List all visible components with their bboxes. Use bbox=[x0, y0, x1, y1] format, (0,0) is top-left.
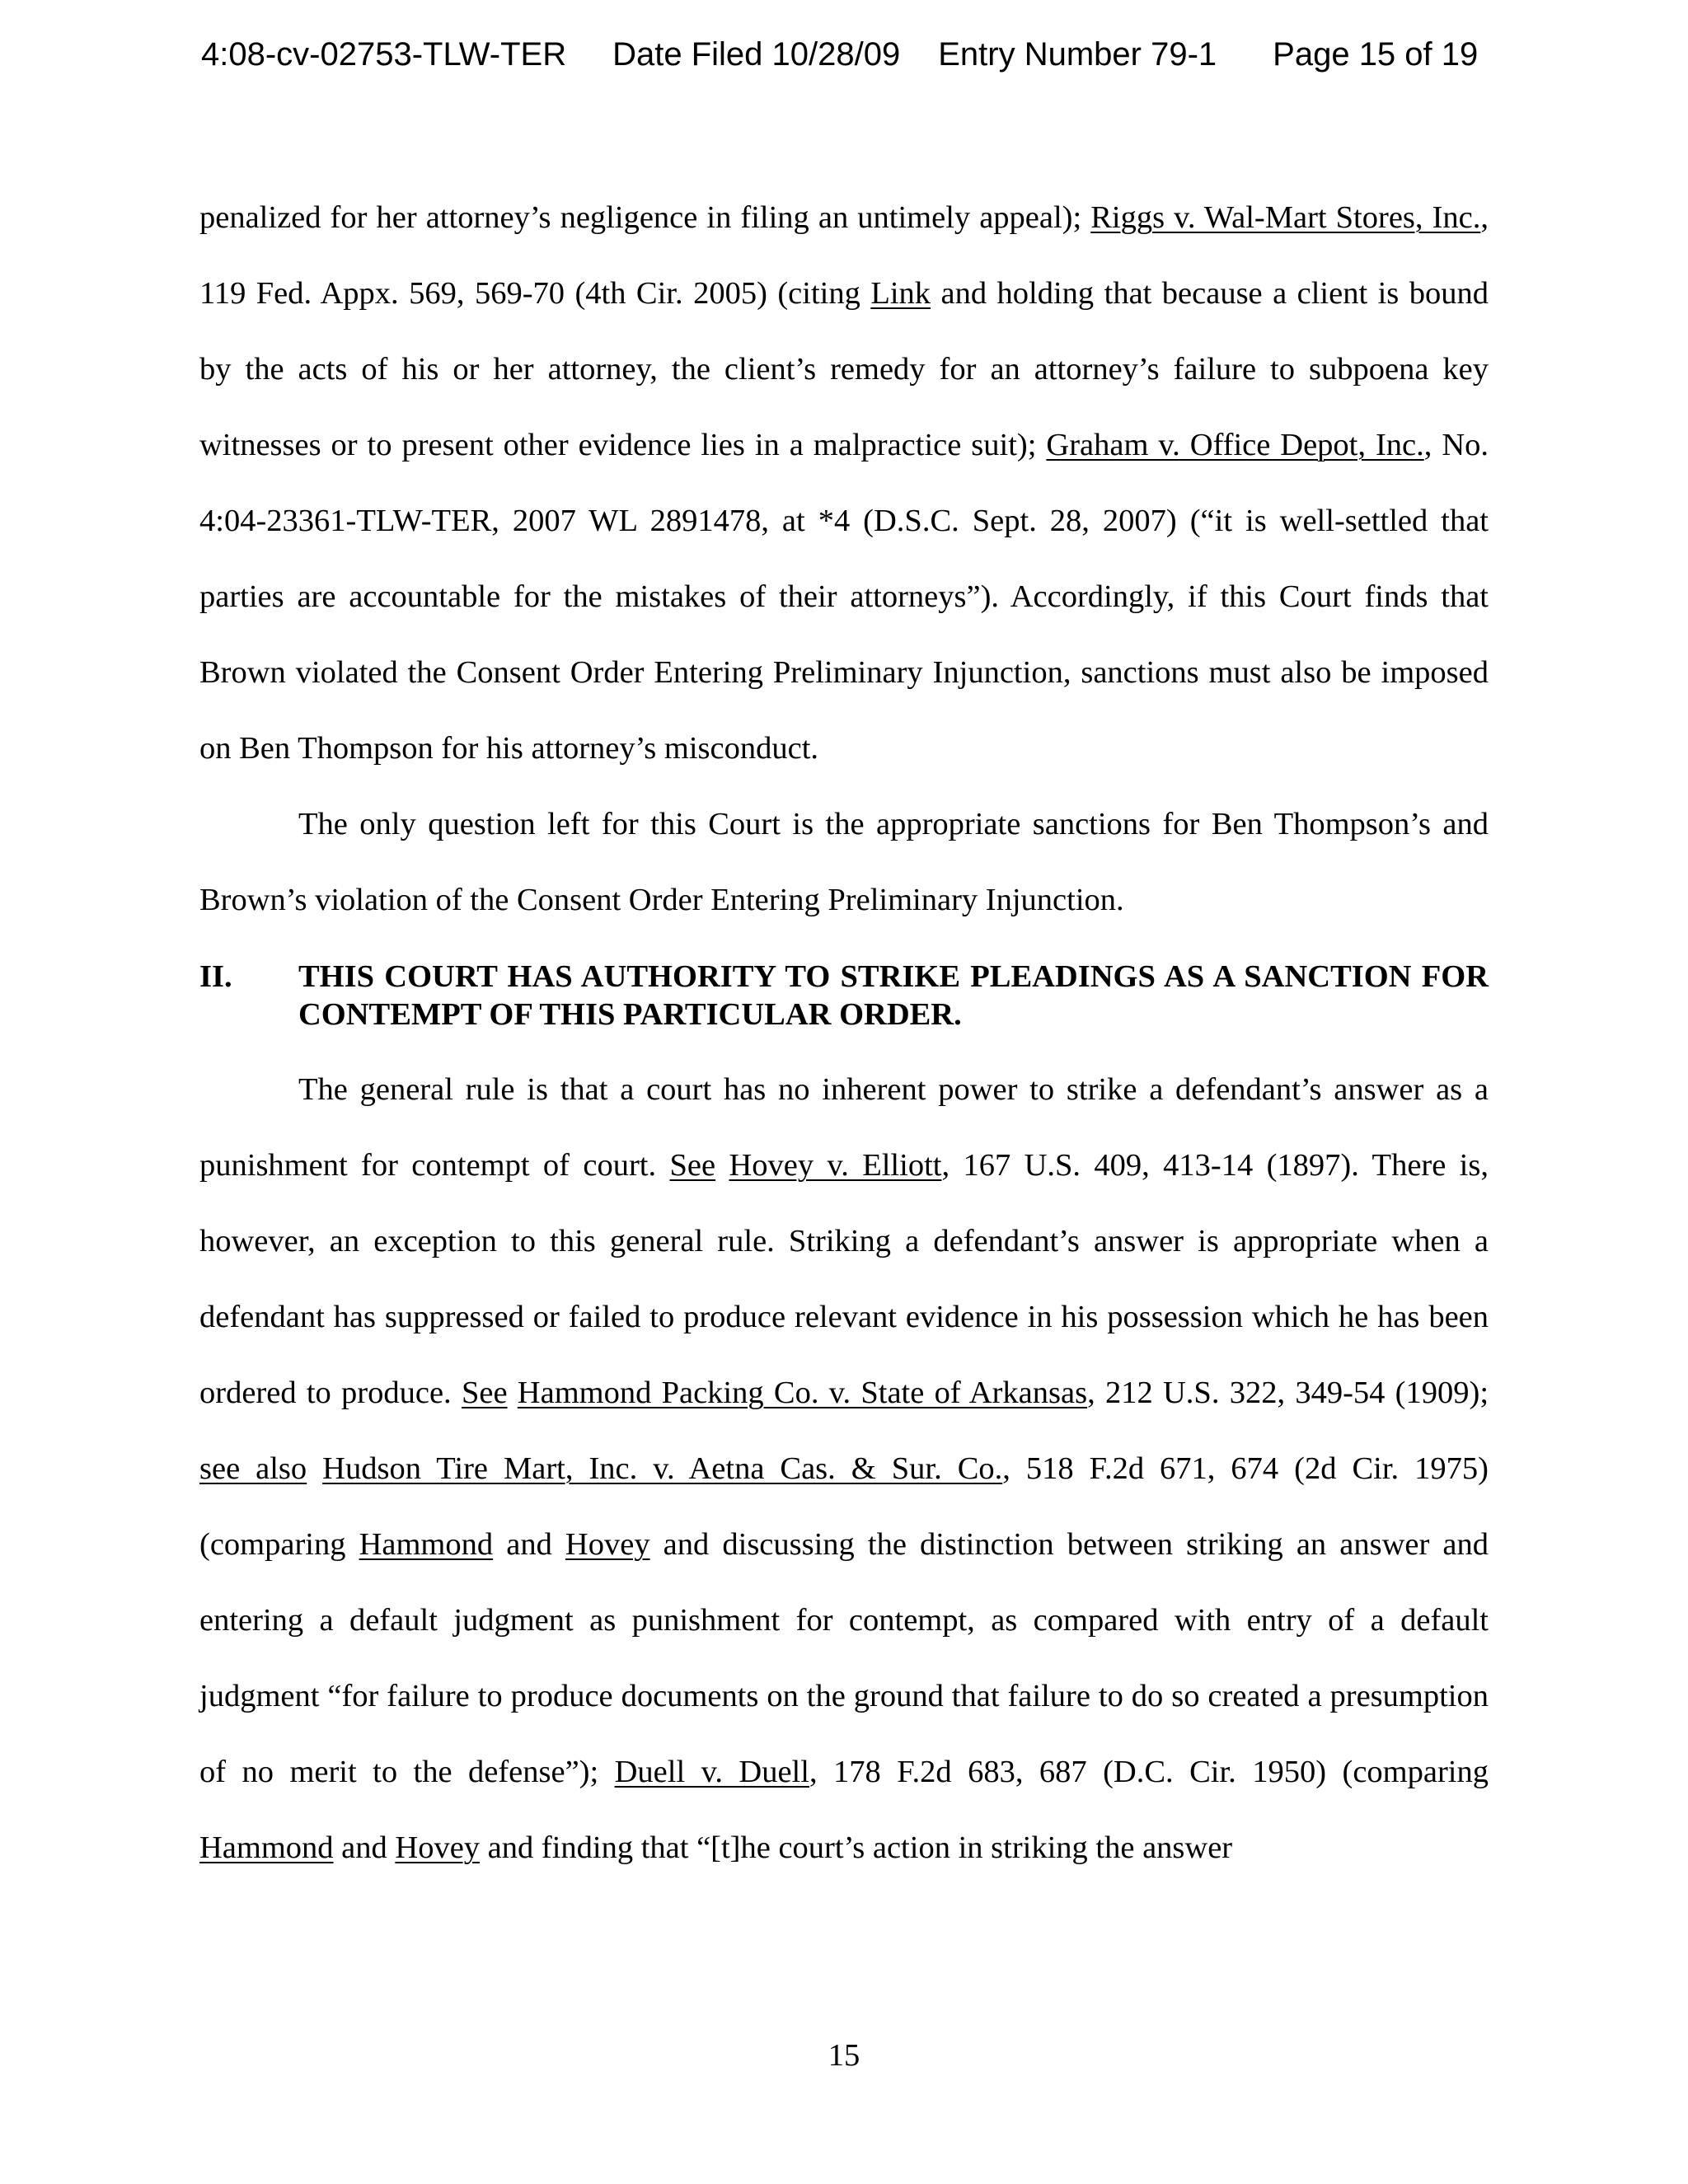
text-run: and holding that because a client is bound by the acts of his or her attorney, the client’s remedy for an attorney’s failure to subpoena key witnesses or to present other evidence lies in a malpractice suit); bbox=[199, 276, 1489, 462]
text-run: , 119 Fed. Appx. 569, 569-70 (4th Cir. 2005) (citing bbox=[199, 200, 1489, 311]
page-number: 15 bbox=[828, 2038, 860, 2073]
case-citation: Hudson Tire Mart, Inc. v. Aetna Cas. & Sur. Co. bbox=[322, 1451, 1003, 1486]
page-info: Page 15 of 19 bbox=[1273, 36, 1479, 73]
text-run: , 178 F.2d 683, 687 (D.C. Cir. 1950) (comparing bbox=[809, 1755, 1489, 1789]
case-citation: Graham v. Office Depot, Inc. bbox=[1046, 428, 1424, 462]
case-citation: Riggs v. Wal-Mart Stores, Inc. bbox=[1090, 200, 1481, 235]
paragraph-2: The only question left for this Court is the appropriate sanctions for Ben Thompson’s and Brown’s violation of the Consent Order Entering Preliminary Injunction. bbox=[199, 807, 1489, 917]
text-run: and bbox=[333, 1830, 396, 1865]
text-run: , No. 4:04-23361-TLW-TER, 2007 WL 2891478, at *4 (D.S.C. Sept. 28, 2007) (“it is well-settled that parties are accountable for the mistakes of their attorneys”). Accordingly, if this Court finds that Brown violated the Consent Order Entering Preliminary Injunction, sanctions must also be imposed on Ben Thompson for his attorney’s misconduct. bbox=[199, 428, 1489, 766]
case-number: 4:08-cv-02753-TLW-TER bbox=[201, 36, 567, 73]
text-run bbox=[307, 1451, 322, 1486]
signal-word: see also bbox=[199, 1451, 307, 1486]
case-citation: Hovey v. Elliott bbox=[729, 1148, 942, 1183]
text-run bbox=[715, 1148, 729, 1183]
text-run: and finding that “[t]he court’s action in striking the answer bbox=[480, 1830, 1233, 1865]
text-run bbox=[508, 1376, 518, 1410]
section-title: THIS COURT HAS AUTHORITY TO STRIKE PLEADINGS AS A SANCTION FOR CONTEMPT OF THIS PARTICULAR ORDER. bbox=[298, 959, 1489, 1032]
signal-word: See bbox=[461, 1376, 508, 1410]
signal-word: See bbox=[669, 1148, 716, 1183]
text-run: and discussing the distinction between striking an answer and entering a default judgment as punishment for contempt, as compared with entry of a default judgment “for failure to produce documents on the ground that failure to do so created a presumption of no merit to the defense”); bbox=[199, 1527, 1489, 1789]
entry-number: Entry Number 79-1 bbox=[938, 36, 1217, 73]
date-filed: Date Filed 10/28/09 bbox=[612, 36, 901, 73]
case-citation: Hammond bbox=[199, 1830, 334, 1865]
text-run: , 167 U.S. 409, 413-14 (1897). There is, however, an exception to this general rule. Striking a defendant’s answer is appropriate when a defendant has suppressed or failed to produce relevant evidence in his possession which he has been ordered to produce. bbox=[199, 1148, 1489, 1410]
case-citation: Hammond bbox=[359, 1527, 494, 1562]
text-run: and bbox=[493, 1527, 565, 1562]
case-citation: Hovey bbox=[395, 1830, 481, 1865]
text-run: penalized for her attorney’s negligence in filing an untimely appeal); bbox=[199, 200, 1091, 235]
case-citation: Hovey bbox=[565, 1527, 650, 1562]
paragraph-3 bbox=[199, 1052, 1489, 1886]
document-body bbox=[199, 180, 1489, 1886]
text-run: , 212 U.S. 322, 349-54 (1909); bbox=[1087, 1376, 1489, 1410]
paragraph-1 bbox=[199, 180, 1489, 786]
filing-header bbox=[201, 36, 1487, 73]
section-number: II. bbox=[199, 959, 232, 994]
case-citation: Hammond Packing Co. v. State of Arkansas bbox=[517, 1376, 1088, 1410]
section-heading bbox=[199, 958, 1489, 1033]
text-run: The general rule is that a court has no inherent power to strike a defendant’s answer as a punishment for contempt of court. bbox=[199, 1072, 1489, 1183]
text-run: , 518 F.2d 671, 674 (2d Cir. 1975) (comparing bbox=[199, 1451, 1489, 1562]
case-citation: Link bbox=[870, 276, 931, 311]
case-citation: Duell v. Duell bbox=[614, 1755, 809, 1789]
